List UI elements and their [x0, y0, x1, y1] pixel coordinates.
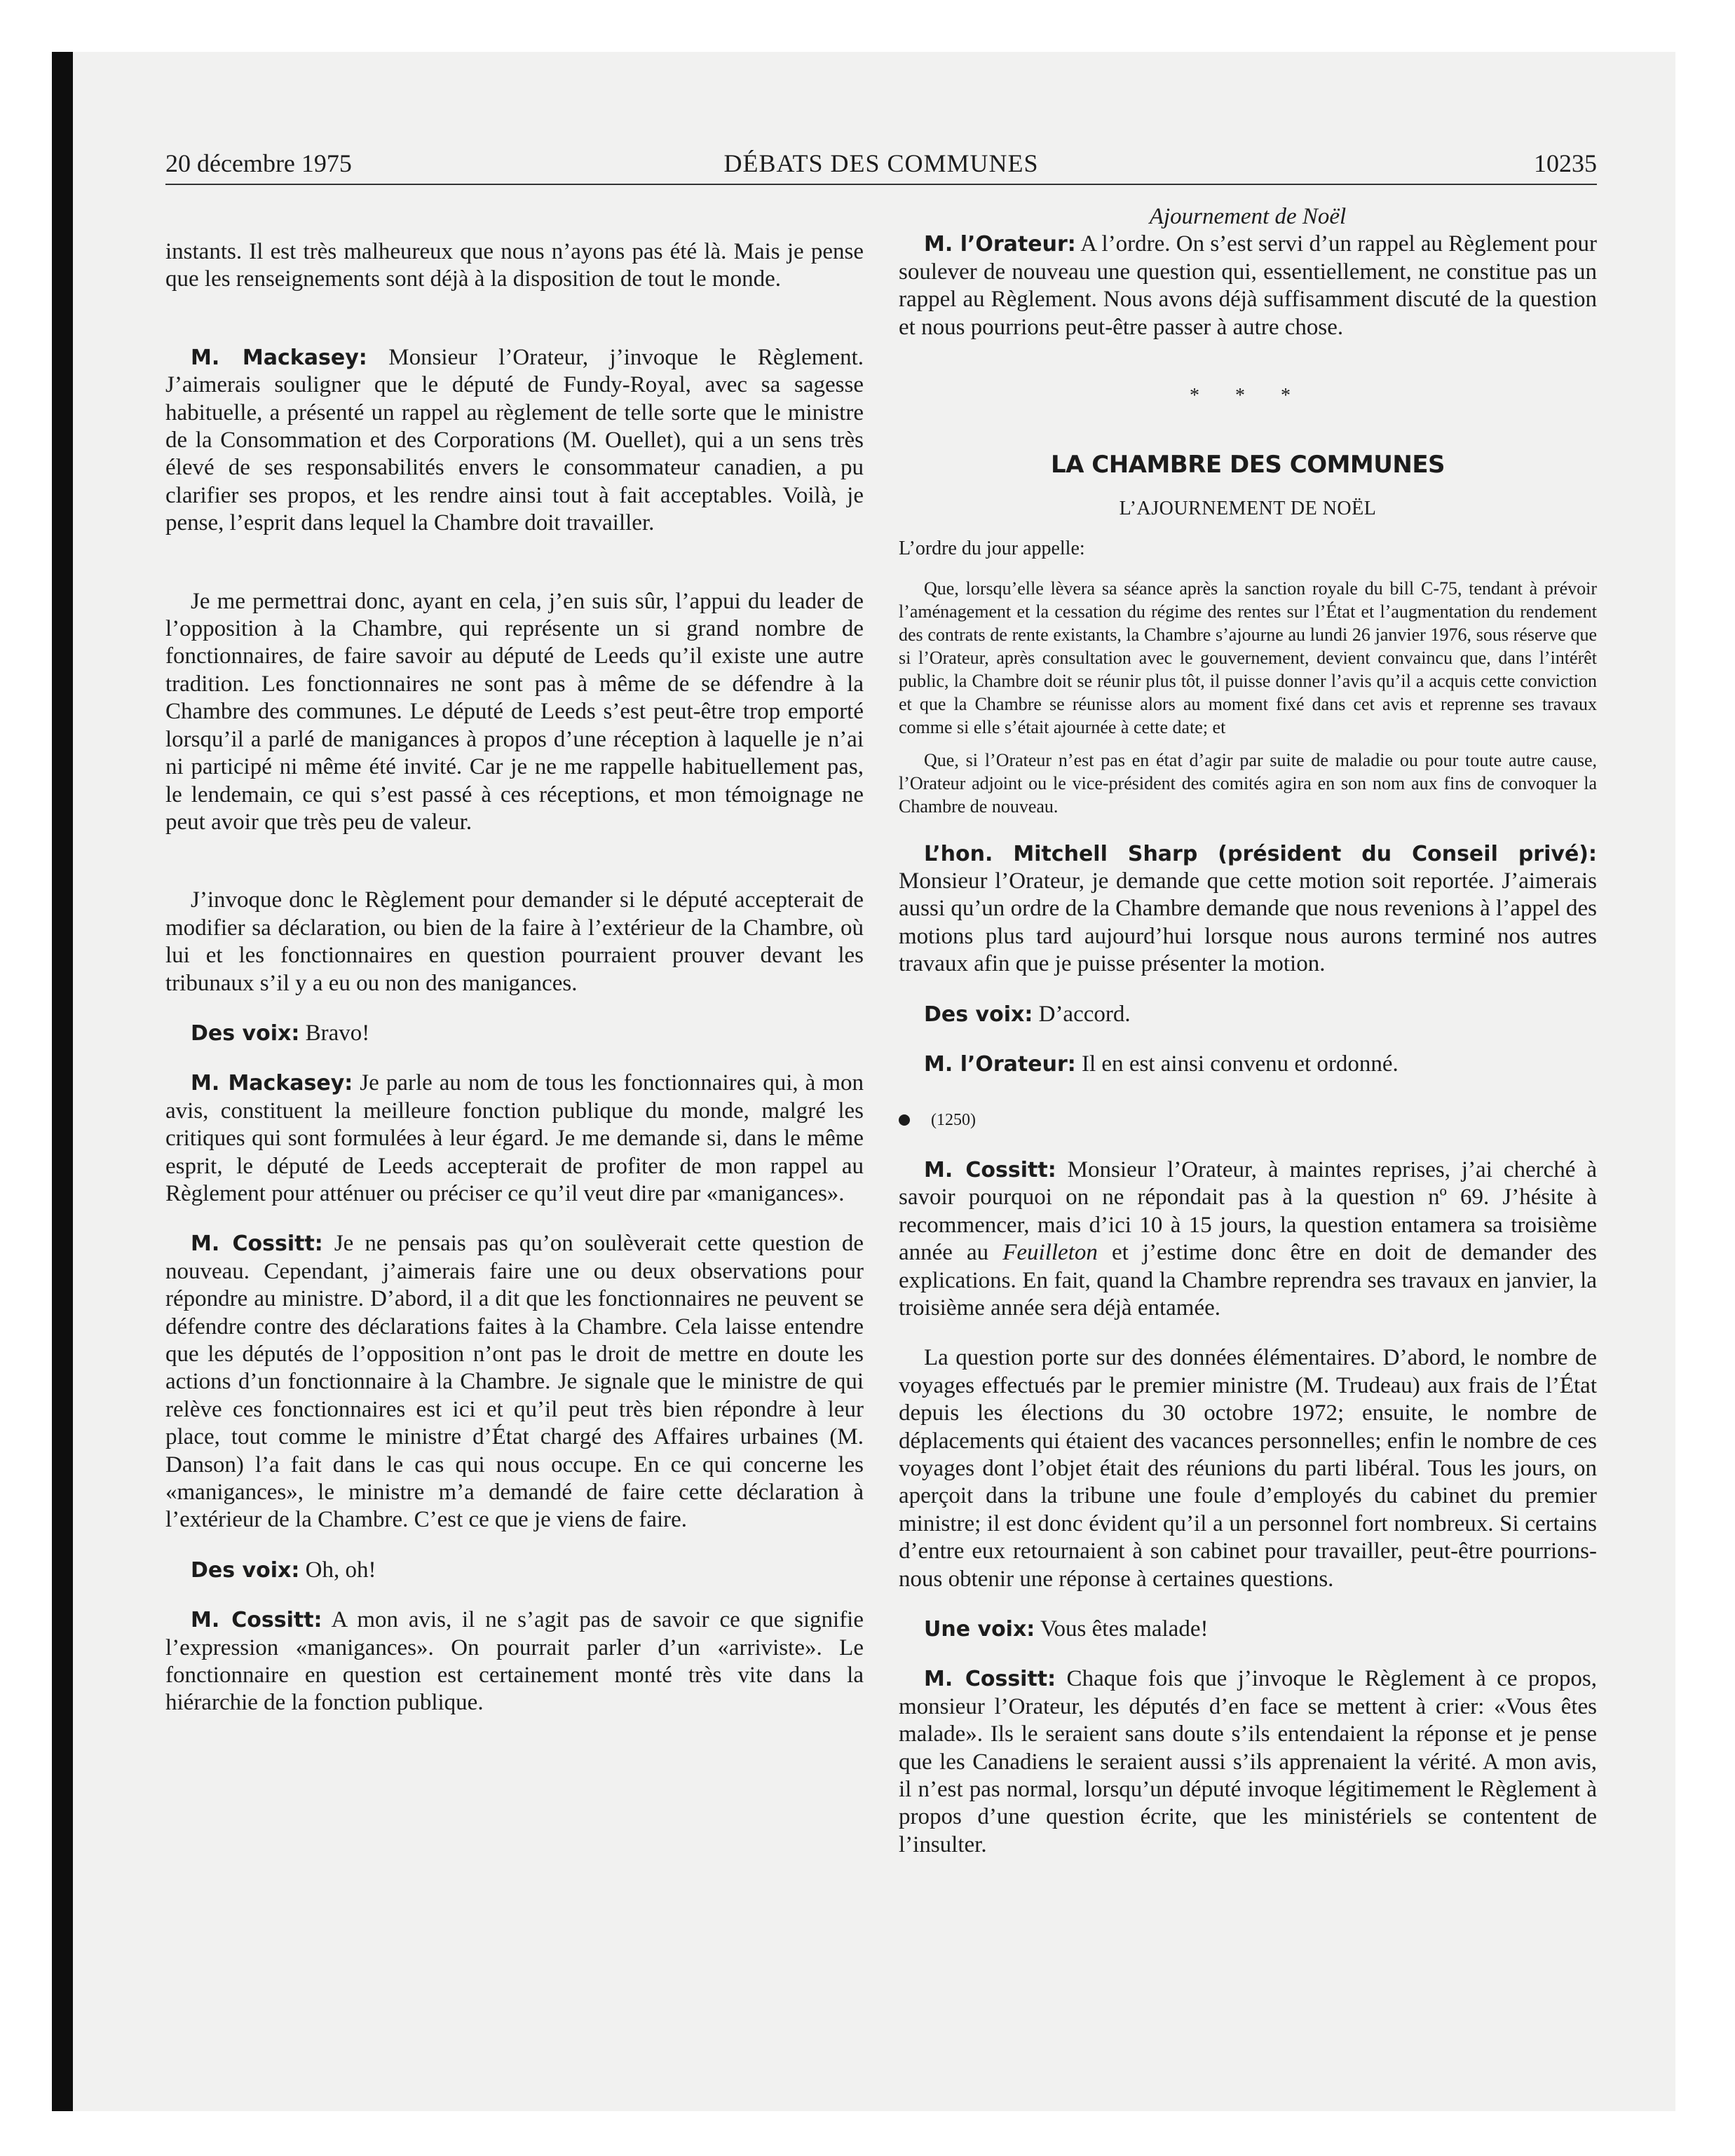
interjection-des-voix: [165, 1020, 864, 1047]
speech-text: Chaque fois que j’invoque le Règlement à ce propos, monsieur l’Orateur, les députés d’en face se mettent à crier: «Vous êtes malade». Ils le seraient sans doute s’ils entendaient la réponse et je pense que les Canadiens le seraient aussi s’ils apprenaient la vérité. A mon avis, il n’est pas normal, lorsqu’un député invoque légitimement le Règlement à propos d’une question écrite, que les ministériels se contentent de l’insulter.: [899, 1666, 1597, 1857]
header-title: DÉBATS DES COMMUNES: [723, 149, 1039, 177]
paragraph: J’invoque donc le Règlement pour demander si le député accepterait de modifier sa déclaration, ou bien de la faire à l’extérieur de la Chambre, où lui et les fonctionnaires en question pourraient prouver devant les tribunaux s’il y a eu ou non des manigances.: [165, 887, 864, 996]
speech-text: Oh, oh!: [299, 1557, 376, 1583]
speaker-name: Des voix:: [191, 1021, 300, 1046]
speech-text: Monsieur l’Orateur, à maintes reprises, j’ai cherché à savoir pourquoi on ne répondait pas à la question nº 69. J’hésite à recommencer, mais d’ici 10 à 15 jours, la question entamera sa troisième année au: [899, 1157, 1597, 1266]
speech-cossitt-3: [899, 1157, 1597, 1322]
interjection-des-voix: [165, 1557, 864, 1584]
italic-term: Feuilleton: [1002, 1240, 1098, 1266]
speaker-name: M. Mackasey:: [191, 345, 367, 370]
speech-text: D’accord.: [1033, 1001, 1131, 1027]
header-date: 20 décembre 1975: [165, 149, 352, 177]
speaker-name: M. Cossitt:: [191, 1608, 322, 1633]
speaker-name: Des voix:: [924, 1002, 1033, 1027]
page-header: [165, 147, 1597, 185]
speech-orateur-2: [899, 1051, 1597, 1078]
motion-clause: Que, lorsqu’elle lèvera sa séance après la sanction royale du bill C-75, tendant à prévoir l’aménagement et la cessation du régime des rentes sur l’État et l’augmentation du rendement des contrats de rente existants, la Chambre s’ajourne au lundi 26 janvier 1976, sous réserve que si l’Orateur, après consultation avec le gouvernement, devient convaincu que, dans l’intérêt public, la Chambre doit se réunir plus tôt, il puisse donner l’avis qu’il a acquis cette conviction et que la Chambre se réunisse alors au moment fixé dans cet avis et reprenne ses travaux comme si elle s’était ajournée à cette date; et: [899, 578, 1597, 737]
speech-text: A l’ordre. On s’est servi d’un rappel au Règlement pour soulever de nouveau une question qui, essentiellement, ne constitue pas un rappel au Règlement. Nous avons déjà suffisamment discuté de la question et nous pourrions peut-être passer à autre chose.: [899, 231, 1597, 340]
page-number: 10235: [1534, 149, 1597, 177]
speech-text: Monsieur l’Orateur, j’invoque le Règlement. J’aimerais souligner que le député de Fundy-Royal, avec sa sagesse habituelle, a présenté un rappel au règlement de telle sorte que le ministre de la Consommation et des Corporations (M. Ouellet), qui a un sens très élevé de ses responsabilités envers le consommateur canadien, a pu clarifier ses propos, et les rendre ainsi tout à fait acceptables. Voilà, je pense, l’esprit dans lequel la Chambre doit travailler.: [165, 344, 864, 536]
section-subtitle: L’AJOURNEMENT DE NOËL: [1119, 497, 1377, 519]
speech-sharp: [899, 840, 1597, 978]
speech-cossitt-1: [165, 1230, 864, 1534]
timestamp-text: (1250): [931, 1110, 976, 1129]
right-column: [899, 203, 1597, 1859]
speech-text: Vous êtes malade!: [1035, 1616, 1209, 1642]
speech-cossitt-4: [899, 1665, 1597, 1859]
speech-orateur-1: [899, 231, 1597, 341]
speech-text: Monsieur l’Orateur, je demande que cette motion soit reportée. J’aimerais aussi qu’un ordre de la Chambre demande que nous revenions à l’appel des motions plus tard aujourd’hui lorsque nous aurons terminé nos autres travaux afin que je puisse présenter la motion.: [899, 868, 1597, 977]
speaker-name: M. Cossitt:: [191, 1231, 323, 1257]
speaker-name: Une voix:: [924, 1617, 1035, 1642]
section-title: LA CHAMBRE DES COMMUNES: [1050, 451, 1445, 479]
speaker-name: L’hon. Mitchell Sharp (président du Conseil privé):: [924, 841, 1597, 866]
bullet-icon: [899, 1114, 910, 1126]
section-subheading: Ajournement de Noël: [1149, 204, 1347, 229]
speech-text: Bravo!: [299, 1020, 370, 1046]
speaker-name: M. l’Orateur:: [924, 1052, 1076, 1077]
speech-text: Je ne pensais pas qu’on soulèverait cette question de nouveau. Cependant, j’aimerais faire une ou deux observations pour répondre au ministre. D’abord, il a dit que les fonctionnaires ne peuvent se défendre contre des déclarations faites à la Chambre. Cela laisse entendre que les députés de l’opposition n’ont pas le droit de mettre en doute les actions d’un fonctionnaire à la Chambre. Je signale que le ministre de qui relève ces fonctionnaires est ici et qu’il peut très bien répondre à leur place, tout comme le ministre d’État chargé des Affaires urbaines (M. Danson) l’a fait dans le cas qui nous occupe. En ce qui concerne les «manigances», le ministre m’a demandé de faire cette déclaration à l’extérieur de la Chambre. C’est ce que je viens de faire.: [165, 1231, 864, 1533]
speaker-name: M. Cossitt:: [924, 1667, 1056, 1692]
speaker-name: M. l’Orateur:: [924, 232, 1076, 257]
order-of-day-label: L’ordre du jour appelle:: [899, 538, 1085, 560]
timestamp: [899, 1107, 1597, 1134]
paragraph: Je me permettrai donc, ayant en cela, j’en suis sûr, l’appui du leader de l’opposition à la Chambre, qui représente un si grand nombre de fonctionnaires, de faire savoir au député de Leeds qu’il existe une autre tradition. Les fonctionnaires ne sont pas à même de se défendre à la Chambre des communes. Le député de Leeds s’est peut-être trop emporté lorsqu’il a parlé de manigances à propos d’une réception à laquelle je n’ai ni participé ni même été invité. Car je ne me rappelle habituellement pas, le lendemain, ce qui s’est passé à ces réceptions, et mon témoignage ne peut avoir que très peu de valeur.: [165, 588, 864, 835]
motion-clause: Que, si l’Orateur n’est pas en état d’agir par suite de maladie ou pour toute autre cause, l’Orateur adjoint ou le vice-président des comités agira en son nom aux fins de convoquer la Chambre de nouveau.: [899, 749, 1597, 817]
speech-cossitt-2: [165, 1606, 864, 1717]
speaker-name: Des voix:: [191, 1557, 300, 1583]
interjection-des-voix: [899, 1001, 1597, 1028]
speaker-name: M. Cossitt:: [924, 1157, 1056, 1182]
section-separator: * * *: [1190, 385, 1306, 407]
scan-binding-edge: [52, 52, 73, 2111]
speech-mackasey-1: [165, 344, 864, 538]
interjection-une-voix: [899, 1616, 1597, 1643]
speech-mackasey-2: [165, 1070, 864, 1208]
speech-text: A mon avis, il ne s’agit pas de savoir ce que signifie l’expression «manigances». On pourrait parler d’un «arriviste». Le fonctionnaire en question est certainement monté très vite dans la hiérarchie de la fonction publique.: [165, 1607, 864, 1716]
paragraph: instants. Il est très malheureux que nous n’ayons pas été là. Mais je pense que les renseignements sont déjà à la disposition de tout le monde.: [165, 239, 864, 292]
speech-text: et j’estime donc être en doit de demander des explications. En fait, quand la Chambre reprendra ses travaux en janvier, la troisième année sera déjà entamée.: [899, 1240, 1598, 1321]
speech-text: Il en est ainsi convenu et ordonné.: [1075, 1051, 1399, 1077]
speech-text: Je parle au nom de tous les fonctionnaires qui, à mon avis, constituent la meilleure fonction publique du monde, malgré les critiques qui sont formulées à leur égard. Je me demande si, dans le même esprit, le député de Leeds accepterait de profiter de mon rappel au Règlement pour atténuer ou préciser ce qu’il veut dire par «manigances».: [165, 1070, 864, 1206]
left-column: [165, 238, 864, 1717]
paragraph: La question porte sur des données élémentaires. D’abord, le nombre de voyages effectués par le premier ministre (M. Trudeau) aux frais de l’État depuis les élections du 30 octobre 1972; ensuite, le nombre de déplacements qui étaient des vacances personnelles; enfin le nombre de ces voyages dont l’objet était des réunions du parti libéral. Tous les jours, on aperçoit dans la tribune une foule d’employés du cabinet du premier ministre; il est donc évident qu’il a un personnel fort nombreux. Si certains d’entre eux retournaient à son cabinet pour travailler, peut-être pourrions-nous obtenir une réponse à certaines questions.: [899, 1345, 1597, 1592]
motion-text: [899, 577, 1597, 818]
speaker-name: M. Mackasey:: [191, 1071, 353, 1096]
